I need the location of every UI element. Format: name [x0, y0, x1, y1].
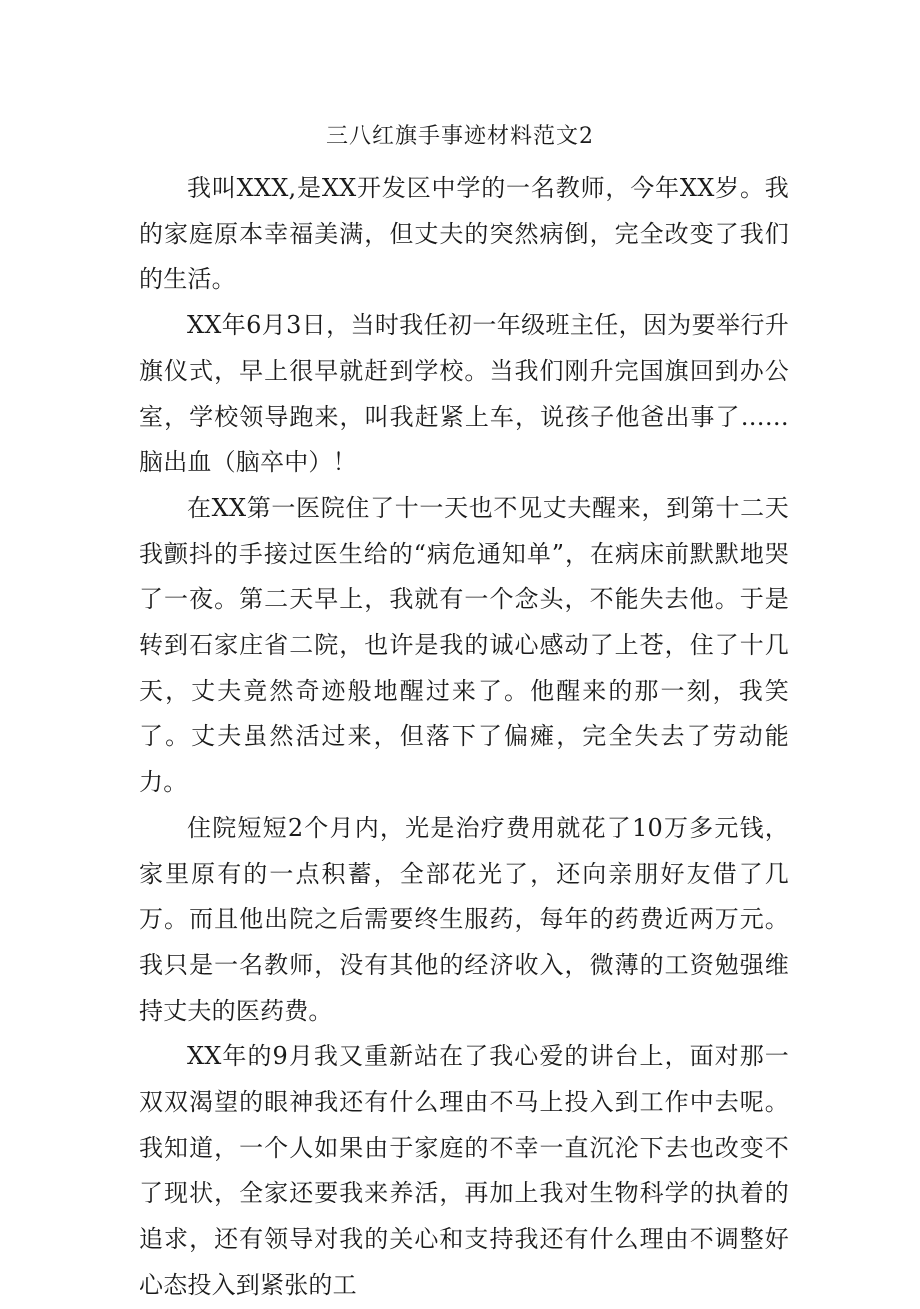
paragraph-2: XX年6月3日，当时我任初一年级班主任，因为要举行升旗仪式，早上很早就赶到学校。当我们刚升完国旗回到办公室，学校领导跑来，叫我赶紧上车，说孩子他爸出事了……脑出血（脑卒中）！ [139, 311, 789, 477]
paragraph-1: 我叫XXX,是XX开发区中学的一名教师，今年XX岁。我的家庭原本幸福美满，但丈夫的突然病倒，完全改变了我们的生活。 [139, 174, 789, 294]
paragraph-5: XX年的9月我又重新站在了我心爱的讲台上，面对那一双双渴望的眼神我还有什么理由不马上投入到工作中去呢。我知道，一个人如果由于家庭的不幸一直沉沦下去也改变不了现状，全家还要我来养活，再加上我对生物科学的执着的追求，还有领导对我的关心和支持我还有什么理由不调整好心态投入到紧张的工 [139, 1042, 789, 1299]
document-body [139, 166, 789, 1309]
paragraph-4: 住院短短2个月内，光是治疗费用就花了10万多元钱，家里原有的一点积蓄，全部花光了，还向亲朋好友借了几万。而且他出院之后需要终生服药，每年的药费近两万元。我只是一名教师，没有其他的经济收入，微薄的工资勉强维持丈夫的医药费。 [139, 813, 789, 1025]
paragraph-3: 在XX第一医院住了十一天也不见丈夫醒来，到第十二天我颤抖的手接过医生给的“病危通知单”，在病床前默默地哭了一夜。第二天早上，我就有一个念头，不能失去他。于是转到石家庄省二院，也许是我的诚心感动了上苍，住了十几天，丈夫竟然奇迹般地醒过来了。他醒来的那一刻，我笑了。丈夫虽然活过来，但落下了偏瘫，完全失去了劳动能力。 [139, 493, 789, 797]
document-title: 三八红旗手事迹材料范文2 [326, 124, 594, 149]
